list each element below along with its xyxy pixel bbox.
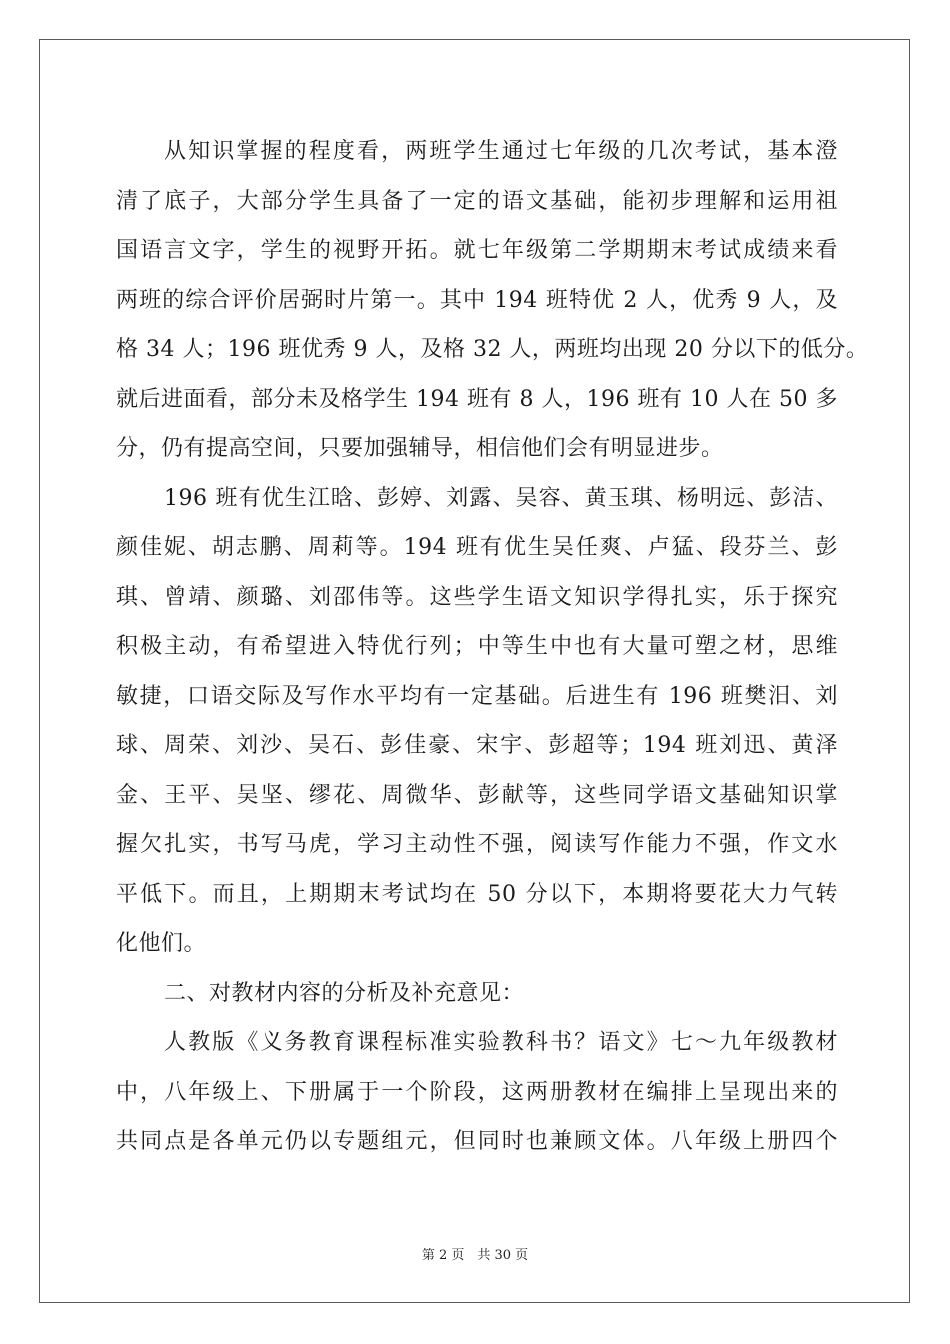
- text-line: 从知识掌握的程度看，两班学生通过七年级的几次考试，基本澄: [164, 139, 838, 164]
- text-line: 国语言文字，学生的视野开拓。就七年级第二学期期末考试成绩来看: [116, 238, 838, 263]
- text-line: 敏捷，口语交际及写作水平均有一定基础。后进生有 196 班樊汨、刘: [116, 683, 838, 709]
- text-line: 球、周荣、刘沙、吴石、彭佳豪、宋宇、彭超等；194 班刘迅、黄泽: [116, 733, 838, 758]
- page-footer: [0, 1244, 950, 1263]
- text-line: 化他们。: [116, 931, 207, 956]
- text-line: 格 34 人；196 班优秀 9 人，及格 32 人，两班均出现 20 分以下的低分。: [116, 337, 869, 362]
- document-body: [116, 127, 869, 1167]
- text-line: 两班的综合评价居弼时片第一。其中 194 班特优 2 人，优秀 9 人，及: [116, 287, 838, 313]
- text-line: 金、王平、吴坚、缪花、周微华、彭献等，这些同学语文基础知识掌: [116, 782, 838, 808]
- text-line: 清了底子，大部分学生具备了一定的语文基础，能初步理解和运用祖: [116, 188, 838, 214]
- text-line: 握欠扎实，书写马虎，学习主动性不强，阅读写作能力不强，作文水: [116, 832, 838, 857]
- text-line: 琪、曾靖、颜璐、刘邵伟等。这些学生语文知识学得扎实，乐于探究: [116, 584, 838, 610]
- text-line: 平低下。而且，上期期末考试均在 50 分以下，本期将要花大力气转: [116, 881, 838, 907]
- text-line: 人教版《义务教育课程标准实验教科书？语文》七～九年级教材: [164, 1030, 838, 1055]
- text-line: 中，八年级上、下册属于一个阶段，这两册教材在编排上呈现出来的: [116, 1079, 838, 1105]
- text-line: 共同点是各单元仍以专题组元，但同时也兼顾文体。八年级上册四个: [116, 1129, 838, 1154]
- text-line: 分，仍有提高空间，只要加强辅导，相信他们会有明显进步。: [116, 436, 724, 461]
- text-line: 就后进面看，部分未及格学生 194 班有 8 人，196 班有 10 人在 50 多: [116, 386, 838, 412]
- text-line: 196 班有优生江晗、彭婷、刘露、吴容、黄玉琪、杨明远、彭洁、: [164, 485, 838, 511]
- section-heading: 二、对教材内容的分析及补充意见：: [164, 980, 525, 1006]
- text-line: 积极主动，有希望进入特优行列；中等生中也有大量可塑之材，思维: [116, 634, 838, 659]
- text-line: 颜佳妮、胡志鹏、周莉等。194 班有优生吴任爽、卢猛、段芬兰、彭: [116, 535, 838, 560]
- page-number: 第 2 页 共 30 页: [421, 1248, 529, 1263]
